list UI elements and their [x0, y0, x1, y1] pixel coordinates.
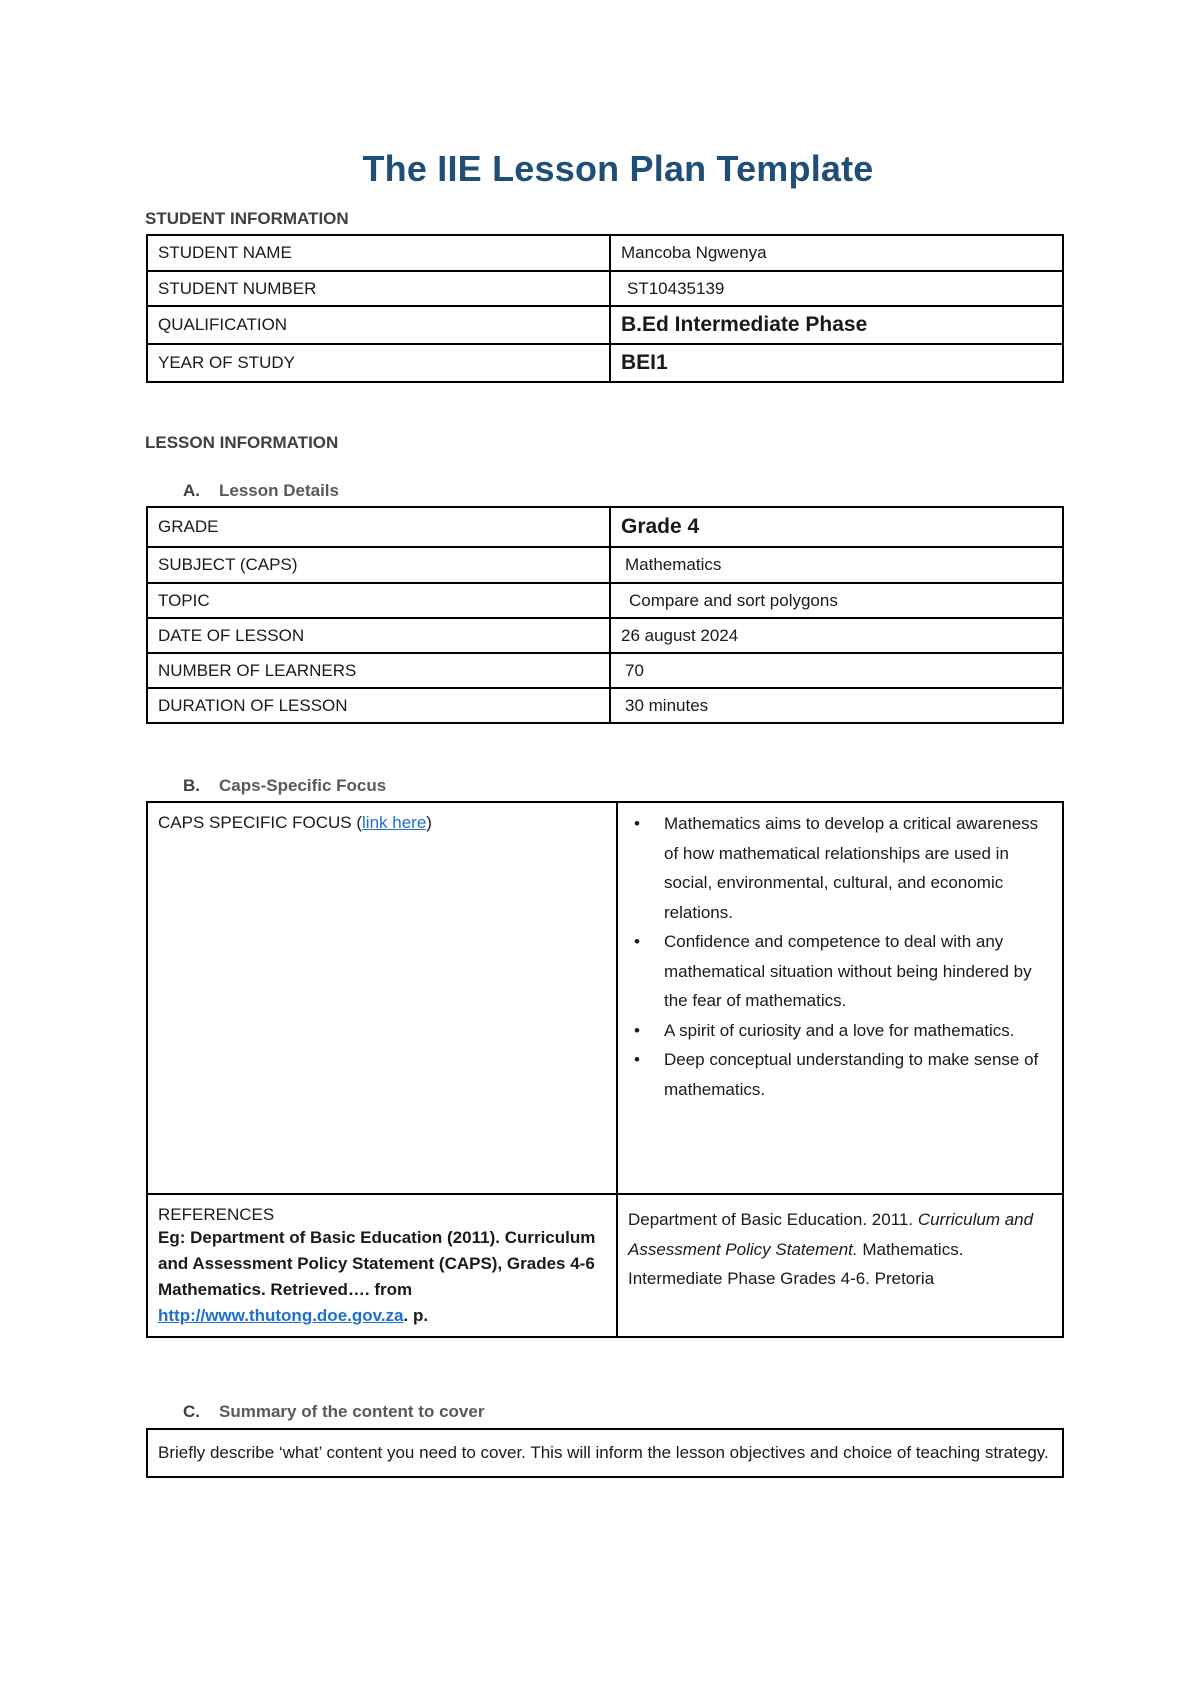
summary-text: Briefly describe ‘what’ content you need to cover. This will inform the lesson objectives and choice of teaching strategy. [147, 1429, 1063, 1477]
student-number-row [147, 271, 1063, 306]
lesson-details-table [146, 506, 1064, 724]
learners-label: NUMBER OF LEARNERS [147, 653, 610, 688]
references-value-italic: Curriculum and Assessment Policy Statement. [628, 1210, 1034, 1259]
year-of-study-value: BEI1 [610, 344, 1063, 382]
section-c-title: Summary of the content to cover [219, 1402, 485, 1421]
subject-value: Mathematics [610, 547, 1063, 583]
caps-bullet-item: • A spirit of curiosity and a love for mathematics. [664, 1016, 1052, 1046]
qualification-value: B.Ed Intermediate Phase [610, 306, 1063, 344]
references-example-text: Eg: Department of Basic Education (2011). Curriculum and Assessment Policy Statement (CAPS), Grades 4-6 Mathematics. Retrieved…. from [158, 1228, 596, 1299]
qualification-row [147, 306, 1063, 344]
thutong-link[interactable]: http://www.thutong.doe.gov.za [158, 1306, 404, 1325]
references-value-part2: Mathematics. Intermediate Phase Grades 4-6. Pretoria [628, 1239, 964, 1288]
references-value-cell [617, 1194, 1063, 1337]
date-value: 26 august 2024 [610, 618, 1063, 653]
topic-row [147, 583, 1063, 618]
caps-focus-table [146, 801, 1064, 1338]
caps-focus-label-cell [147, 802, 617, 1194]
section-c-heading [183, 1402, 484, 1422]
caps-bullet-item: • Confidence and competence to deal with any mathematical situation without being hindered by the fear of mathematics. [664, 927, 1052, 1016]
document-title: The IIE Lesson Plan Template [362, 148, 874, 189]
caps-focus-bullet-list [628, 809, 1052, 1104]
references-example-tail: . p. [403, 1306, 429, 1325]
summary-table [146, 1428, 1064, 1478]
caps-bullet-item: • Mathematics aims to develop a critical awareness of how mathematical relationships are used in social, environmental, cultural, and economic relations. [664, 809, 1052, 927]
caps-link-here[interactable]: link here [362, 813, 427, 832]
lesson-information-heading: LESSON INFORMATION [145, 433, 339, 452]
section-a-letter: A. [183, 481, 200, 500]
section-b-letter: B. [183, 776, 200, 795]
student-information-table [146, 234, 1064, 383]
caps-focus-bullets-cell [617, 802, 1063, 1194]
caps-focus-row [147, 802, 1063, 1194]
learners-row [147, 653, 1063, 688]
grade-label: GRADE [147, 507, 610, 547]
topic-label: TOPIC [147, 583, 610, 618]
caps-focus-label-close: ) [426, 813, 432, 832]
student-name-value: Mancoba Ngwenya [610, 235, 1063, 271]
summary-row [147, 1429, 1063, 1477]
student-number-value: ST10435139 [610, 271, 1063, 306]
section-c-letter: C. [183, 1402, 200, 1421]
topic-value: Compare and sort polygons [610, 583, 1063, 618]
qualification-label: QUALIFICATION [147, 306, 610, 344]
year-of-study-row [147, 344, 1063, 382]
duration-label: DURATION OF LESSON [147, 688, 610, 723]
student-name-row [147, 235, 1063, 271]
duration-value: 30 minutes [610, 688, 1063, 723]
references-value-part1: Department of Basic Education. 2011. [628, 1210, 914, 1229]
learners-value: 70 [610, 653, 1063, 688]
references-label-cell [147, 1194, 617, 1337]
student-information-heading: STUDENT INFORMATION [145, 209, 349, 228]
section-b-heading [183, 776, 386, 796]
references-label: REFERENCES [158, 1205, 275, 1224]
references-row [147, 1194, 1063, 1337]
grade-value: Grade 4 [610, 507, 1063, 547]
grade-row [147, 507, 1063, 547]
references-example [158, 1225, 606, 1329]
subject-row [147, 547, 1063, 583]
date-row [147, 618, 1063, 653]
duration-row [147, 688, 1063, 723]
caps-bullet-item: • Deep conceptual understanding to make sense of mathematics. [664, 1045, 1052, 1104]
date-label: DATE OF LESSON [147, 618, 610, 653]
subject-label: SUBJECT (CAPS) [147, 547, 610, 583]
year-of-study-label: YEAR OF STUDY [147, 344, 610, 382]
caps-focus-label: CAPS SPECIFIC FOCUS ( [158, 813, 363, 832]
student-number-label: STUDENT NUMBER [147, 271, 610, 306]
section-a-heading [183, 481, 339, 501]
section-a-title: Lesson Details [219, 481, 339, 500]
section-b-title: Caps-Specific Focus [219, 776, 387, 795]
student-name-label: STUDENT NAME [147, 235, 610, 271]
